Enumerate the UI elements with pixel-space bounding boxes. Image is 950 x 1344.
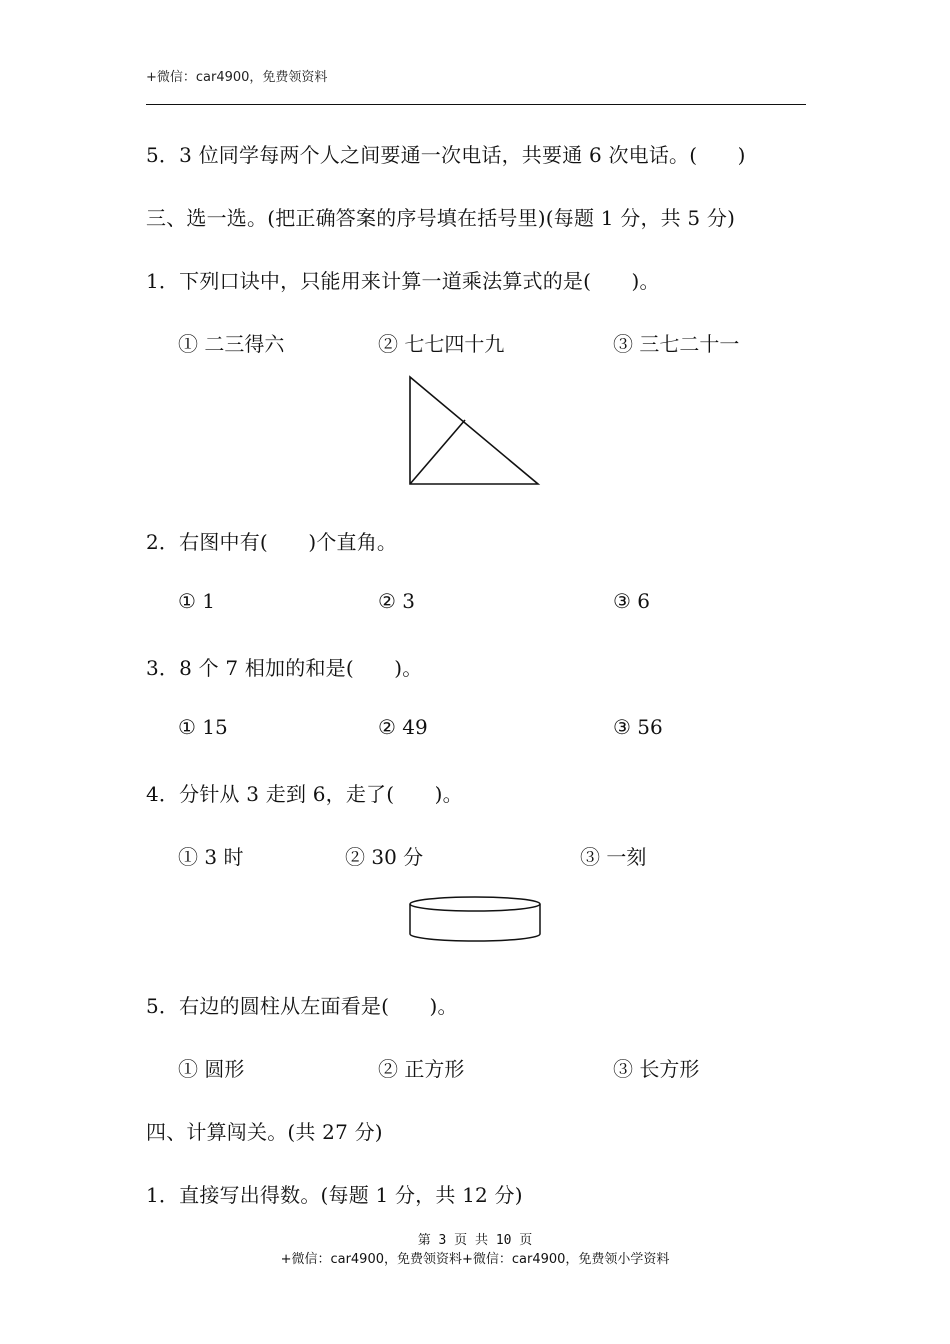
q3-1-option-1: ① 二三得六 [178, 332, 285, 356]
question-3-5: 5．右边的圆柱从左面看是( )。 [146, 994, 458, 1018]
q3-5-option-2: ② 正方形 [378, 1057, 465, 1081]
q3-3-option-1: ① 15 [178, 715, 228, 739]
question-3-3: 3．8 个 7 相加的和是( )。 [146, 656, 423, 680]
section-4-title: 四、计算闯关。(共 27 分) [146, 1120, 383, 1144]
section-3-title: 三、选一选。(把正确答案的序号填在括号里)(每题 1 分，共 5 分) [146, 206, 736, 230]
q3-5-option-3: ③ 长方形 [613, 1057, 700, 1081]
q3-4-option-1: ① 3 时 [178, 845, 244, 869]
question-2-5: 5．3 位同学每两个人之间要通一次电话，共要通 6 次电话。( ) [146, 143, 746, 167]
right-triangle-figure-icon [405, 374, 540, 489]
footer-note: +微信：car4900，免费领资料+微信：car4900，免费领小学资料 [280, 1252, 670, 1267]
q3-1-option-3: ③ 三七二十一 [613, 332, 740, 356]
q3-3-option-3: ③ 56 [613, 715, 663, 739]
cylinder-figure-icon [408, 894, 542, 944]
q3-3-option-2: ② 49 [378, 715, 428, 739]
q3-1-option-2: ② 七七四十九 [378, 332, 505, 356]
q3-2-option-3: ③ 6 [613, 589, 651, 613]
question-3-4: 4．分针从 3 走到 6，走了( )。 [146, 782, 463, 806]
question-3-2: 2．右图中有( )个直角。 [146, 530, 398, 554]
q3-2-option-1: ① 1 [178, 589, 216, 613]
page-number: 第 3 页 共 10 页 [417, 1233, 533, 1248]
q3-4-option-3: ③ 一刻 [580, 845, 647, 869]
header-divider [146, 104, 806, 105]
q3-5-option-1: ① 圆形 [178, 1057, 245, 1081]
q3-4-option-2: ② 30 分 [345, 845, 424, 869]
question-3-1: 1．下列口诀中，只能用来计算一道乘法算式的是( )。 [146, 269, 660, 293]
header-note: +微信：car4900，免费领资料 [146, 70, 328, 85]
q3-2-option-2: ② 3 [378, 589, 416, 613]
question-4-1: 1．直接写出得数。(每题 1 分，共 12 分) [146, 1183, 523, 1207]
